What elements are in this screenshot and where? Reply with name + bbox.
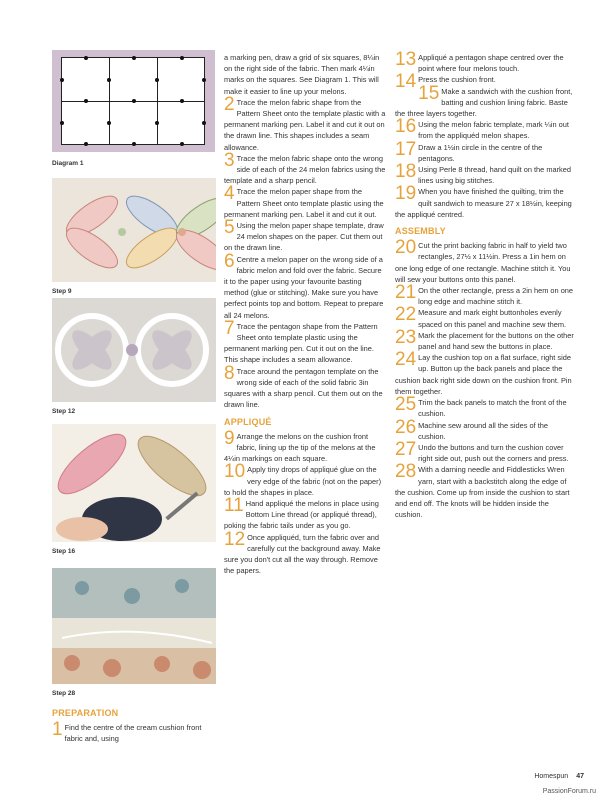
page-number: 47 [576,773,584,780]
step-number: 7 [224,317,235,339]
step-number: 6 [224,250,235,272]
step-number: 12 [224,528,246,550]
step-text: On the other rectangle, press a 2in hem on one long edge and machine stitch it. [418,286,574,307]
step-10 [224,461,386,498]
middle-column [224,52,386,576]
step-text: Trace the melon fabric shape from the Pattern Sheet onto the template plastic with a permanent marking pen. Label it and cut it out on the drawn line. This shapes includes a seam allowance. [224,97,386,152]
step-text: Trace the melon fabric shape onto the wrong side of each of the 24 melon fabrics using the template and a sharp pencil. [224,153,386,186]
step-number: 1 [52,719,63,741]
step28-caption: Step 28 [52,690,76,697]
step-23 [395,326,575,352]
step-text: Mark the placement for the buttons on the other panel and hand sew the buttons in place. [418,330,574,352]
step-text: When you have finished the quilting, trim the quilt sandwich to measure 27 x 18½in, keeping the appliqué centred. [395,187,572,219]
step9-caption: Step 9 [52,288,72,295]
step-text: Using the melon fabric template, mark ¼in out from the appliquéd melon shapes. [418,120,569,141]
step-number: 16 [395,116,417,138]
step-text: Hand appliqué the melons in place using Bottom Line thread (or appliqué thread), poking the fabric tails under as you go. [224,498,379,531]
step-text: Trace the melon paper shape from the Pattern Sheet onto template plastic using the permanent marking pen. Label it and cut it out. [224,187,384,219]
step9-photo [52,178,216,282]
assembly-heading: ASSEMBLY [395,226,446,237]
step-number: 27 [395,438,417,460]
step-text: Trace the pentagon shape from the Pattern Sheet onto template plastic using the permanent marking pen. Cut it out on the line. This shape includes a seam allowance. [224,321,378,365]
step-11 [224,494,386,532]
step-8 [224,362,386,411]
step-27 [395,438,575,464]
step-text: Undo the buttons and turn the cushion cover right side out, push out the corners and press. [418,442,569,464]
step-number: 14 [395,71,417,93]
step-9 [224,427,386,465]
step-16 [395,116,575,141]
step-text: Press the cushion front. [418,75,496,85]
folio [534,773,584,780]
step-text: Once appliquéd, turn the fabric over and carefully cut the background away. Make sure you don't cut all the way through. Remove the papers. [224,532,381,576]
step-26 [395,416,575,442]
step-number: 18 [395,161,417,183]
applique-heading: APPLIQUÉ [224,416,272,427]
step-number: 11 [224,494,244,516]
step-20 [395,237,575,285]
preparation-section [52,708,216,745]
step-17 [395,138,575,164]
step-text: Cut the print backing fabric in half to yield two rectangles, 27½ x 11½in. Press a 1in hem on one long edge of one rectangle. Machine stitch it. You will sew your buttons onto this panel. [395,241,571,284]
step16-caption: Step 16 [52,548,76,555]
step12-photo [52,298,216,402]
step-number: 19 [395,183,417,205]
step-number: 24 [395,349,417,371]
preparation-heading: PREPARATION [52,708,119,718]
step-number: 13 [395,49,417,70]
step-text: Using the melon paper shape template, draw 24 melon shapes on the paper. Cut them out on the drawn line. [224,221,384,253]
step-number: 10 [224,461,246,483]
step16-photo [52,424,216,542]
step-number: 23 [395,326,417,348]
step-text: Arrange the melons on the cushion front fabric, lining up the tip of the melons at the 4¼in markings on each square. [224,431,376,464]
step-2 [224,93,386,153]
step-18 [395,161,575,186]
step-number: 21 [395,282,417,304]
step-text: Machine sew around all the sides of the cushion. [418,420,548,441]
step-6 [224,250,386,321]
step-text: Using Perle 8 thread, hand quilt on the marked lines using big stitches. [418,165,571,186]
step-19 [395,183,575,220]
step-number: 4 [224,183,235,205]
step-21 [395,282,575,307]
step-number: 28 [395,461,417,483]
step-24 [395,349,575,397]
step28-photo [52,568,216,684]
diagram-1 [52,50,215,152]
step-text: Find the centre of the cream cushion front fabric and, using [64,723,202,744]
step-text: Measure and mark eight buttonholes evenly spaced on this panel and machine sew them. [418,308,567,329]
step-number: 3 [224,149,235,171]
step-text: Make a sandwich with the cushion front, batting and cushion lining fabric. Baste the three layers together. [395,86,573,119]
step-22 [395,304,575,329]
step-3 [224,149,386,187]
step-4 [224,183,386,220]
step-number: 17 [395,138,417,160]
step-7 [224,317,386,366]
step12-caption: Step 12 [52,408,76,415]
step-text: With a darning needle and Fiddlesticks Wren yarn, start with a backstitch along the edge of the cushion. Come up from inside the cushion to start and end off. The knots will be hidden inside the cushion. [395,465,570,520]
step-number: 5 [224,217,235,239]
step-text: Apply tiny drops of appliqué glue on the very edge of the fabric (not on the paper) to hold the shapes in place. [224,465,382,497]
watermark: PassionForum.ru [542,788,596,795]
step-text: Appliqué a pentagon shape centred over the point where four melons touch. [418,53,564,74]
step-25 [395,394,575,419]
step-number: 20 [395,237,417,259]
diagram-grid [61,57,205,145]
magazine-name: Homespun [534,773,569,780]
step-number: 26 [395,416,417,438]
step-1 [52,719,216,744]
step-text: Centre a melon paper on the wrong side of a fabric melon and fold over the fabric. Secure it to the paper using your favourite basting method (glue or stitching). Make sure you have perfect points top and bottom. Repeat to prepare all 24 melons. [224,254,384,320]
step-28 [395,461,575,520]
step-5 [224,217,386,254]
diagram-caption: Diagram 1 [52,160,84,167]
step-number: 8 [224,362,235,384]
step-text: Lay the cushion top on a flat surface, right side up. Button up the back panels and place the cushion back right side down on the cushion front. Pin them together. [395,353,572,396]
step-number: 15 [418,82,440,104]
right-column [395,49,575,520]
intro-continued: a marking pen, draw a grid of six squares, 8¼in on the right side of the fabric. Then mark 4¼in marks on the squares. See Diagram 1. This will make it easier to line up your melons. [224,53,380,96]
step-text: Trim the back panels to match the front of the cushion. [418,398,567,419]
step-13 [395,49,575,74]
step-number: 22 [395,304,417,326]
step-text: Draw a 1½in circle in the centre of the pentagons. [418,142,543,163]
step-text: Trace around the pentagon template on the wrong side of each of the solid fabric 3in squares with a sharp pencil. Cut them out on the drawn line. [224,366,383,410]
step-number: 25 [395,394,417,416]
step-number: 2 [224,93,235,115]
step-12 [224,528,386,577]
step-number: 9 [224,427,235,449]
